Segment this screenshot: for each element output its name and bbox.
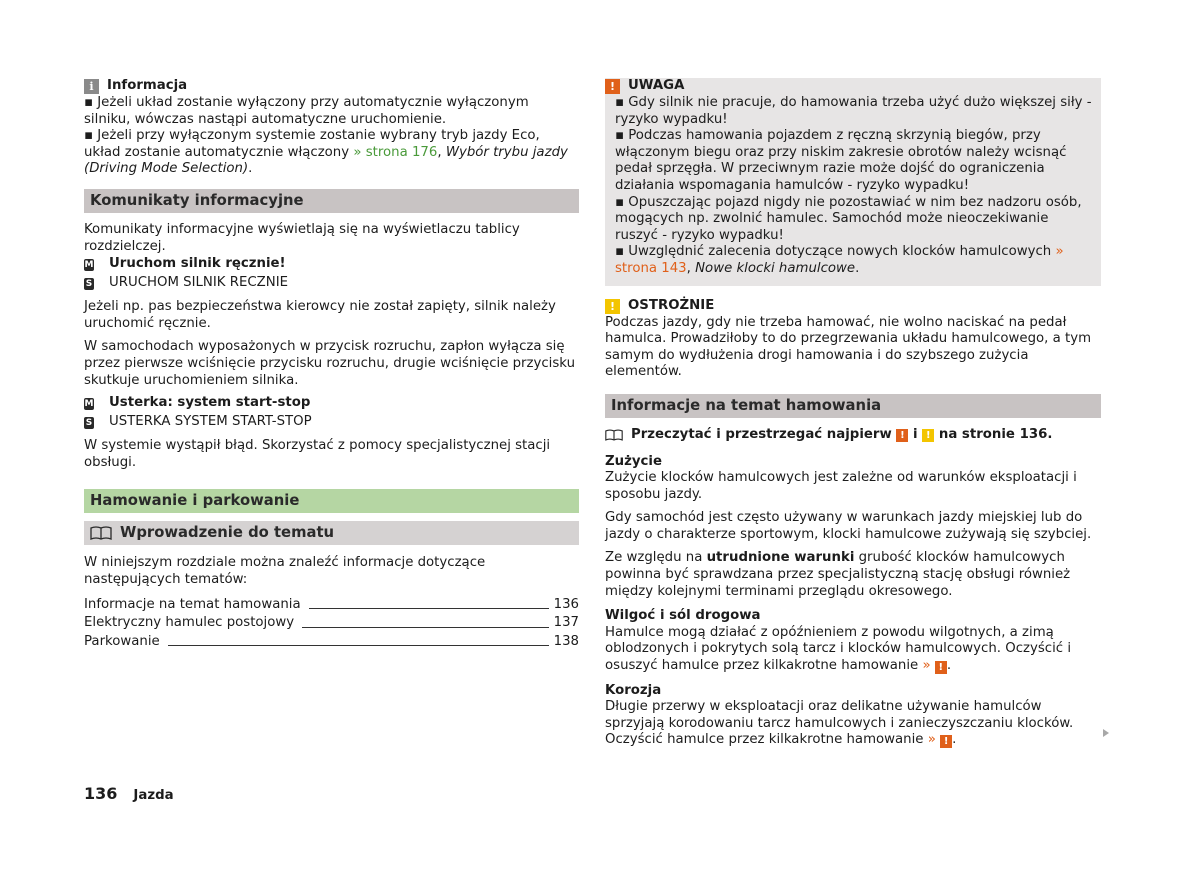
toc-leader <box>302 627 548 628</box>
info-box-title <box>84 78 579 95</box>
section-heading-info-messages: Komunikaty informacyjne <box>84 189 579 213</box>
warning-list <box>605 95 1092 278</box>
read-first-line <box>605 427 1101 444</box>
info-title: Informacja <box>107 78 188 94</box>
intro-title: Wprowadzenie do tematu <box>120 524 335 542</box>
toc-item[interactable] <box>84 632 579 651</box>
table-of-contents <box>84 595 579 651</box>
warning-item-4-end: . <box>855 260 860 276</box>
warning-link[interactable]: » <box>922 658 931 674</box>
left-column <box>84 78 579 650</box>
message-text-4: USTERKA SYSTEM START-STOP <box>109 414 312 430</box>
moisture-paragraph: Hamulce mogą działać z opóźnieniem z powodu wilgotnych, a zimą oblodzonych i pokrytych solą tarcz i klocków hamulcowych. Oczyścić i osuszyć hamulce przez kilkakrotne hamowanie » ! . <box>605 624 1072 674</box>
toc-page: 137 <box>553 615 579 631</box>
info-icon: i <box>84 79 99 94</box>
page-footer <box>84 786 174 805</box>
wear-paragraph-2: Gdy samochód jest często używany w warunkach jazdy miejskiej lub do jazdy o charakterze sportowym, klocki hamulcowe zużywają się szybciej. <box>605 510 1092 542</box>
toc-label: Elektryczny hamulec postojowy <box>84 615 295 631</box>
toc-leader <box>168 645 549 646</box>
right-column <box>605 78 1101 749</box>
toc-page: 136 <box>553 596 579 612</box>
wear-paragraph-3-rest: grubość klocków hamulcowych powinna być sprawdzana przez specjalistyczną stację obsługi również między kolejnymi terminami przeglądu okresowego. <box>605 550 1071 599</box>
paragraph-start-button: W samochodach wyposażonych w przycisk rozruchu, zapłon wyłącza się przez pierwsze wciśnięcie przycisku rozruchu, drugie wciśnięcie przycisku skutkuje uruchomieniem silnika. <box>84 339 576 388</box>
warning-icon: ! <box>935 661 947 674</box>
info-messages-intro: Komunikaty informacyjne wyświetlają się na wyświetlaczu tablicy rozdzielczej. <box>84 221 520 254</box>
warning-item-4-sep: , <box>686 260 696 276</box>
read-first-page: na stronie 136. <box>938 426 1053 442</box>
wear-paragraph-3 <box>605 550 1101 600</box>
info-bullet-2 <box>84 128 579 178</box>
message-row-3 <box>84 394 579 413</box>
wear-emphasis: utrudnione warunki <box>706 550 855 566</box>
warning-icon: ! <box>605 79 620 94</box>
m-display-icon: M <box>84 398 94 409</box>
toc-label: Parkowanie <box>84 633 160 649</box>
info-bullet-2-ref: Wybór trybu jazdy (Driving Mode Selection) <box>84 144 568 177</box>
page-number: 136 <box>84 784 118 803</box>
warning-title: UWAGA <box>628 78 685 94</box>
warning-item-4 <box>615 244 1092 277</box>
info-bullet-2-sep: , <box>437 144 446 160</box>
message-row-1 <box>84 255 579 274</box>
footer-section: Jazda <box>133 788 174 803</box>
message-text-1: Uruchom silnik ręcznie! <box>109 256 286 272</box>
page-link-176[interactable]: » strona 176 <box>353 144 438 160</box>
s-display-icon: S <box>85 278 93 289</box>
message-text-3: Usterka: system start-stop <box>109 395 311 411</box>
warning-item-1: ▪ Gdy silnik nie pracuje, do hamowania trzeba użyć dużo większej siły - ryzyko wypadku! <box>615 95 1092 127</box>
warning-icon: ! <box>896 429 908 442</box>
section-heading-braking-parking: Hamowanie i parkowanie <box>84 489 579 513</box>
caution-title-row <box>605 298 1101 315</box>
message-text-2: URUCHOM SILNIK RECZNIE <box>109 275 289 291</box>
toc-item[interactable] <box>84 595 579 614</box>
subheading-moisture: Wilgoć i sól drogowa <box>605 608 761 624</box>
corrosion-paragraph: Długie przerwy w eksploatacji oraz delikatne używanie hamulców sprzyjają korodowaniu tarcz hamulcowych i zanieczyszczaniu klocków. Oczyścić hamulce przez kilkakrotne hamowanie » ! . <box>605 699 1074 748</box>
corrosion-text: Długie przerwy w eksploatacji oraz delikatne używanie hamulców sprzyjają korodowaniu tarcz hamulcowych i zanieczyszczaniu klocków. Oczyścić hamulce przez kilkakrotne hamowanie <box>605 699 1074 748</box>
paragraph-belt: Jeżeli np. pas bezpieczeństwa kierowcy nie został zapięty, silnik należy uruchomić ręcznie. <box>84 299 556 331</box>
toc-leader <box>309 608 549 609</box>
read-first-text: Przeczytać i przestrzegać najpierw <box>631 426 892 442</box>
subheading-corrosion: Korozja <box>605 682 662 698</box>
caution-icon: ! <box>605 299 620 314</box>
section-heading-braking-info: Informacje na temat hamowania <box>605 394 1101 418</box>
open-book-icon <box>90 526 112 540</box>
intro-heading <box>84 521 579 545</box>
toc-item[interactable] <box>84 613 579 632</box>
continue-arrow-icon <box>1103 729 1109 737</box>
page-link-143[interactable]: » strona 143 <box>615 244 1064 276</box>
paragraph-fault: W systemie wystąpił błąd. Skorzystać z pomocy specjalistycznej stacji obsługi. <box>84 438 551 470</box>
wear-paragraph-3-text: Ze względu na <box>605 550 707 566</box>
subheading-wear: Zużycie <box>605 453 662 469</box>
info-bullet-2-text: ▪ Jeżeli przy wyłączonym systemie zostanie wybrany tryb jazdy Eco, układ zostanie automatycznie włączony <box>84 128 540 160</box>
warning-title-row <box>605 78 1092 95</box>
wear-paragraph-1: Zużycie klocków hamulcowych jest zależne od warunków eksploatacji i sposobu jazdy. <box>605 470 1077 502</box>
warning-item-4-text: ▪ Uwzględnić zalecenia dotyczące nowych klocków hamulcowych <box>615 244 1056 260</box>
caution-title: OSTROŻNIE <box>628 297 715 313</box>
message-row-2 <box>84 274 579 293</box>
info-bullet-2-end: . <box>248 161 253 177</box>
warning-item-4-ref: Nowe klocki hamulcowe <box>695 260 856 276</box>
open-book-icon <box>605 429 623 441</box>
caution-icon: ! <box>922 429 934 442</box>
warning-item-2: ▪ Podczas hamowania pojazdem z ręczną skrzynią biegów, przy włączonym biegu oraz przy niskim zakresie obrotów należy wcisnąć pedał sprzęgła. W przeciwnym razie może dojść do ograniczenia działania wspomagania hamulców - ryzyko wypadku! <box>615 128 1067 193</box>
intro-text: W niniejszym rozdziale można znaleźć informacje dotyczące następujących tematów: <box>84 555 486 587</box>
message-row-4 <box>84 413 579 432</box>
moisture-text: Hamulce mogą działać z opóźnieniem z powodu wilgotnych, a zimą oblodzonych i pokrytych solą tarcz i klocków hamulcowych. Oczyścić i osuszyć hamulce przez kilkakrotne hamowanie <box>605 624 1072 674</box>
toc-label: Informacje na temat hamowania <box>84 596 301 612</box>
info-bullet-1: ▪ Jeżeli układ zostanie wyłączony przy automatycznie wyłączonym silniku, wówczas nastąpi automatyczne uruchomienie. <box>84 95 529 127</box>
caution-text: Podczas jazdy, gdy nie trzeba hamować, nie wolno naciskać na pedał hamulca. Prowadziłoby to do przegrzewania układu hamulcowego, a tym samym do wydłużenia drogi hamowania i do szybszego zużycia elementów. <box>605 314 1092 380</box>
toc-page: 138 <box>553 633 579 649</box>
s-display-icon: S <box>85 417 93 428</box>
m-display-icon: M <box>84 259 94 270</box>
warning-icon: ! <box>940 735 952 748</box>
warning-box <box>605 78 1101 286</box>
warning-item-3: ▪ Opuszczając pojazd nigdy nie pozostawiać w nim bez nadzoru osób, mogących np. zwolnić hamulec. Samochód może nieoczekiwanie ruszyć - ryzyko wypadku! <box>615 194 1082 243</box>
read-first-and: i <box>913 426 918 442</box>
warning-link[interactable]: » <box>927 732 936 748</box>
